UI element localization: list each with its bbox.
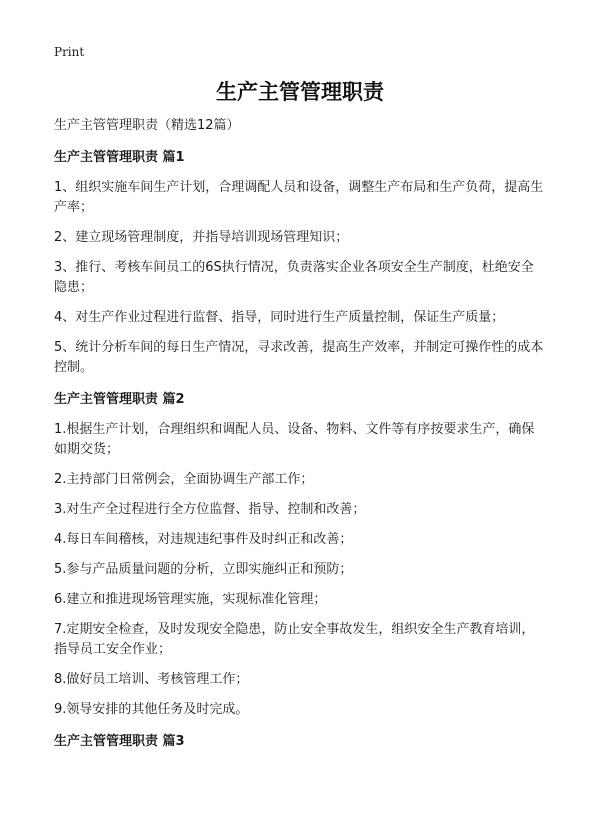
section-2 bbox=[54, 390, 546, 720]
section-3 bbox=[54, 732, 546, 752]
print-label: Print bbox=[54, 45, 85, 59]
list-item: 1、组织实施车间生产计划，合理调配人员和设备，调整生产布局和生产负荷，提高生产率； bbox=[54, 180, 544, 215]
list-item: 6.建立和推进现场管理实施，实现标准化管理； bbox=[54, 592, 327, 607]
list-item: 3、推行、考核车间员工的6S执行情况，负责落实企业各项安全生产制度，杜绝安全隐患； bbox=[54, 260, 534, 295]
list-item: 4、对生产作业过程进行监督、指导，同时进行生产质量控制，保证生产质量； bbox=[54, 310, 505, 325]
list-item: 5、统计分析车间的每日生产情况，寻求改善，提高生产效率，并制定可操作性的成本控制。 bbox=[54, 340, 544, 375]
list-item: 8.做好员工培训、考核管理工作； bbox=[54, 672, 249, 687]
list-item: 2、建立现场管理制度，并指导培训现场管理知识； bbox=[54, 230, 349, 245]
document-subtitle: 生产主管管理职责（精选12篇） bbox=[54, 118, 240, 133]
list-item: 3.对生产全过程进行全方位监督、指导、控制和改善； bbox=[54, 502, 366, 517]
list-item: 7.定期安全检查，及时发现安全隐患，防止安全事故发生，组织安全生产教育培训，指导员工安全作业； bbox=[54, 622, 535, 657]
list-item: 9.领导安排的其他任务及时完成。 bbox=[54, 702, 249, 717]
list-item: 5.参与产品质量问题的分析，立即实施纠正和预防； bbox=[54, 562, 353, 577]
document-title: 生产主管管理职责 bbox=[216, 80, 384, 104]
section-heading: 生产主管管理职责 篇1 bbox=[54, 150, 185, 165]
list-item: 4.每日车间稽核，对违规违纪事件及时纠正和改善； bbox=[54, 532, 353, 547]
section-heading: 生产主管管理职责 篇3 bbox=[54, 734, 185, 749]
section-heading: 生产主管管理职责 篇2 bbox=[54, 392, 185, 407]
list-item: 1.根据生产计划，合理组织和调配人员、设备、物料、文件等有序按要求生产，确保如期交货； bbox=[54, 422, 535, 457]
list-item: 2.主持部门日常例会，全面协调生产部工作； bbox=[54, 472, 314, 487]
section-1 bbox=[54, 148, 546, 378]
